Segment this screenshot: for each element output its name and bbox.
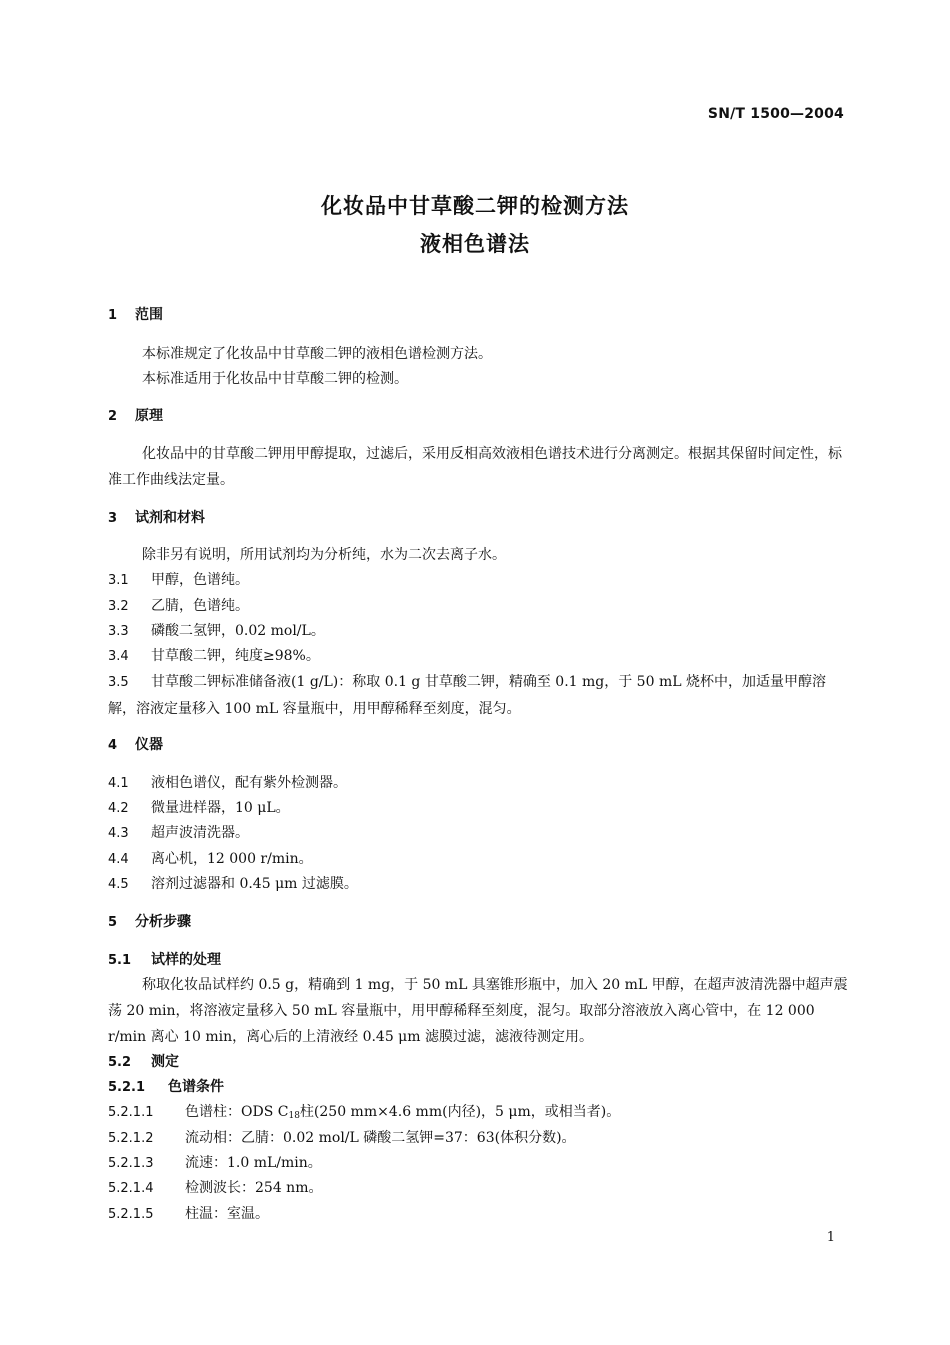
item-3-5 bbox=[108, 669, 848, 722]
item-4-4 bbox=[108, 846, 848, 873]
section-number: 4 bbox=[108, 738, 118, 753]
item-5-2-1-4 bbox=[108, 1175, 848, 1202]
item-number: 5.2.1.1 bbox=[108, 1105, 154, 1120]
section-number: 5.2.1 bbox=[108, 1080, 146, 1095]
item-text: 磷酸二氢钾，0.02 mol/L。 bbox=[151, 623, 325, 639]
section-title: 分析步骤 bbox=[135, 914, 191, 930]
item-number: 4.3 bbox=[108, 826, 129, 841]
item-text: 液相色谱仪，配有紫外检测器。 bbox=[151, 775, 347, 791]
item-5-2-1-2 bbox=[108, 1125, 848, 1152]
item-text: 检测波长：254 nm。 bbox=[185, 1180, 323, 1196]
document-title: 化妆品中甘草酸二钾的检测方法 bbox=[321, 194, 629, 218]
section-4-heading bbox=[108, 732, 848, 759]
section-number: 5.1 bbox=[108, 953, 132, 968]
section-title: 色谱条件 bbox=[168, 1079, 224, 1095]
section-number: 5.2 bbox=[108, 1055, 132, 1070]
item-text: 流动相：乙腈：0.02 mol/L 磷酸二氢钾=37：63(体积分数)。 bbox=[185, 1130, 576, 1146]
section-1-heading bbox=[108, 302, 848, 329]
item-text-subscript: 18 bbox=[288, 1111, 300, 1121]
section-title: 仪器 bbox=[135, 737, 163, 753]
item-4-2 bbox=[108, 795, 848, 822]
section-number: 1 bbox=[108, 308, 118, 323]
item-text-pre: 色谱柱：ODS C bbox=[185, 1104, 289, 1120]
item-4-1 bbox=[108, 770, 848, 797]
section-1-paragraph-2: 本标准适用于化妆品中甘草酸二钾的检测。 bbox=[142, 371, 408, 387]
item-text: 甲醇，色谱纯。 bbox=[151, 572, 249, 588]
item-number: 5.2.1.5 bbox=[108, 1207, 154, 1222]
item-number: 4.4 bbox=[108, 852, 129, 867]
item-3-3 bbox=[108, 618, 848, 645]
item-4-5 bbox=[108, 871, 848, 898]
section-number: 3 bbox=[108, 511, 118, 526]
item-number: 3.1 bbox=[108, 573, 129, 588]
section-2-paragraph: 化妆品中的甘草酸二钾用甲醇提取，过滤后，采用反相高效液相色谱技术进行分离测定。根据其保留时间定性，标准工作曲线法定量。 bbox=[108, 446, 842, 488]
section-5-1-paragraph: 称取化妆品试样约 0.5 g，精确到 1 mg，于 50 mL 具塞锥形瓶中，加入 20 mL 甲醇，在超声波清洗器中超声震荡 20 min，将溶液定量移入 50 mL 容量瓶中，用甲醇稀释至刻度，混匀。取部分溶液放入离心管中，在 12 000 r/min 离心 10 min，离心后的上清液经 0.45 μm 滤膜过滤，滤液待测定用。 bbox=[108, 977, 848, 1045]
section-1-paragraph-1: 本标准规定了化妆品中甘草酸二钾的液相色谱检测方法。 bbox=[142, 346, 492, 362]
section-3-heading bbox=[108, 505, 848, 532]
section-title: 原理 bbox=[135, 408, 163, 424]
item-number: 3.3 bbox=[108, 624, 129, 639]
section-5-2-heading bbox=[108, 1049, 848, 1076]
item-3-2 bbox=[108, 593, 848, 620]
item-text: 甘草酸二钾标准储备液(1 g/L)：称取 0.1 g 甘草酸二钾，精确至 0.1 mg，于 50 mL 烧杯中，加适量甲醇溶解，溶液定量移入 100 mL 容量瓶中，用甲醇稀释至刻度，混匀。 bbox=[108, 674, 826, 717]
standard-number: SN/T 1500—2004 bbox=[707, 106, 844, 122]
section-3-intro: 除非另有说明，所用试剂均为分析纯，水为二次去离子水。 bbox=[142, 547, 506, 563]
item-text: 甘草酸二钾，纯度≥98%。 bbox=[151, 648, 320, 664]
item-number: 3.4 bbox=[108, 649, 129, 664]
section-number: 2 bbox=[108, 409, 118, 424]
item-5-2-1-3 bbox=[108, 1150, 848, 1177]
document-subtitle: 液相色谱法 bbox=[420, 232, 530, 256]
item-5-2-1-5 bbox=[108, 1201, 848, 1228]
item-text: 微量进样器，10 μL。 bbox=[151, 800, 290, 816]
page-number: 1 bbox=[826, 1230, 835, 1245]
section-5-heading bbox=[108, 909, 848, 936]
item-number: 3.2 bbox=[108, 599, 129, 614]
item-number: 4.2 bbox=[108, 801, 129, 816]
item-text-post: 柱(250 mm×4.6 mm(内径)，5 μm，或相当者)。 bbox=[299, 1104, 621, 1120]
item-text: 乙腈，色谱纯。 bbox=[151, 598, 249, 614]
section-5-1-heading bbox=[108, 947, 848, 974]
item-text: 溶剂过滤器和 0.45 μm 过滤膜。 bbox=[151, 876, 358, 892]
section-title: 试样的处理 bbox=[151, 952, 221, 968]
item-number: 5.2.1.4 bbox=[108, 1181, 154, 1196]
section-title: 试剂和材料 bbox=[135, 510, 205, 526]
item-number: 5.2.1.2 bbox=[108, 1131, 154, 1146]
item-3-1 bbox=[108, 567, 848, 594]
item-3-4 bbox=[108, 643, 848, 670]
section-title: 范围 bbox=[135, 307, 163, 323]
item-text: 流速：1.0 mL/min。 bbox=[185, 1155, 322, 1171]
section-2-heading bbox=[108, 403, 848, 430]
item-number: 5.2.1.3 bbox=[108, 1156, 154, 1171]
item-text: 柱温：室温。 bbox=[185, 1206, 269, 1222]
item-number: 4.1 bbox=[108, 776, 129, 791]
item-number: 3.5 bbox=[108, 675, 129, 690]
item-4-3 bbox=[108, 820, 848, 847]
section-number: 5 bbox=[108, 915, 118, 930]
section-title: 测定 bbox=[151, 1054, 179, 1070]
item-text: 离心机，12 000 r/min。 bbox=[151, 851, 313, 867]
item-number: 4.5 bbox=[108, 877, 129, 892]
item-text: 超声波清洗器。 bbox=[151, 825, 249, 841]
section-5-2-1-heading bbox=[108, 1074, 848, 1101]
